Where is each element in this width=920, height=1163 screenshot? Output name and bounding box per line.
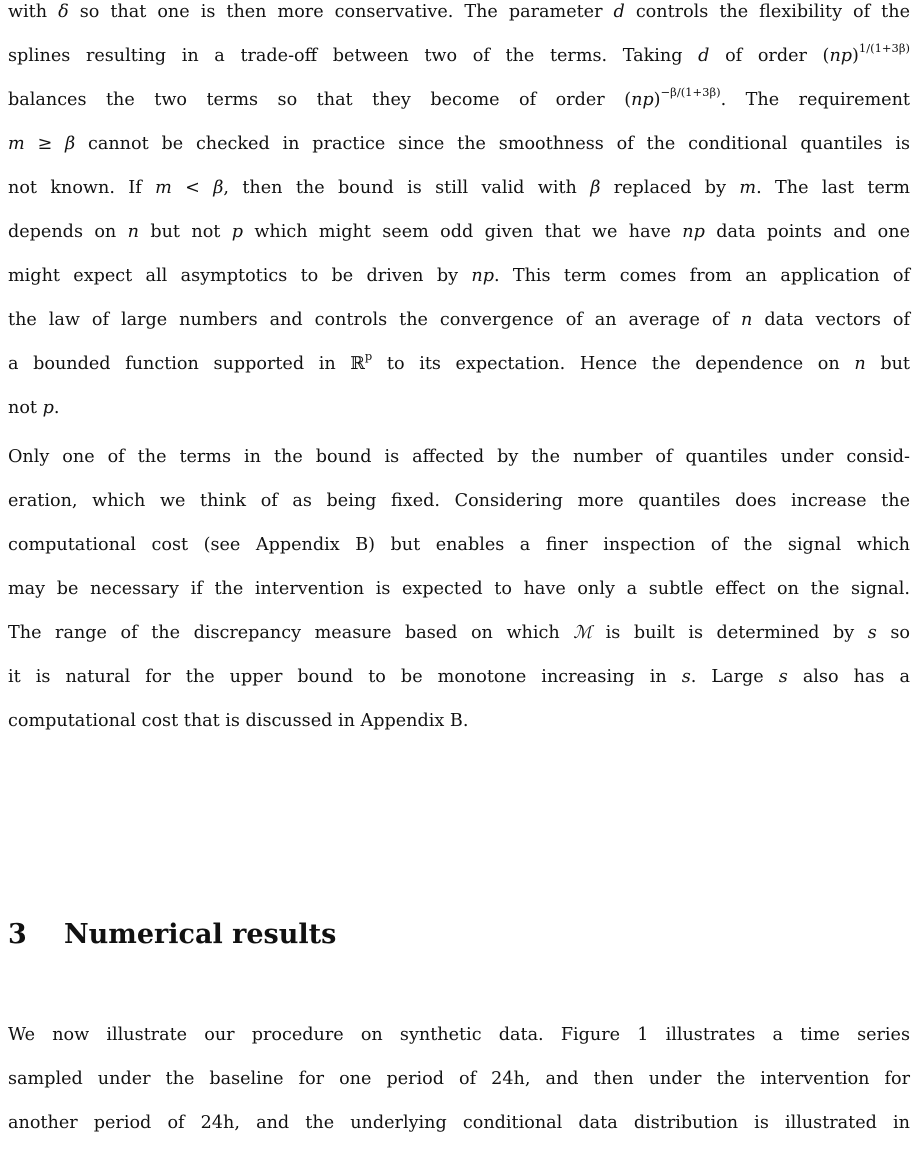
text-run: with	[8, 2, 59, 22]
text-run: )	[852, 46, 859, 66]
text-run: so	[876, 623, 911, 643]
text-run: )	[653, 90, 661, 110]
math-symbol: np	[631, 90, 654, 110]
math-symbol: d	[613, 2, 625, 22]
text-line	[8, 490, 910, 512]
text-run: . The requirement	[720, 90, 910, 110]
text-run: Only one of the terms in the bound is affected by the number of quantiles under consid-	[8, 447, 910, 467]
math-symbol: p	[42, 398, 54, 418]
text-run: it is natural for the upper bound to be monotone increasing in	[8, 667, 682, 687]
math-superscript: −β/(1+3β)	[660, 85, 721, 100]
math-symbol: s	[867, 623, 877, 643]
text-line	[8, 666, 910, 688]
text-run: , then the bound is still valid with	[223, 178, 591, 198]
text-run: We now illustrate our procedure on synthetic data. Figure 1 illustrates a time series	[8, 1025, 910, 1045]
math-symbol: m	[739, 178, 757, 198]
math-symbol: β	[65, 134, 76, 154]
text-run: which might seem odd given that we have	[243, 222, 683, 242]
text-run: computational cost (see Appendix B) but enables a finer inspection of the signal which	[8, 535, 910, 555]
text-run: splines resulting in a trade-off between two of the terms. Taking	[8, 46, 699, 66]
text-run: also has a	[787, 667, 910, 687]
text-run: but	[865, 354, 910, 374]
math-symbol: np	[829, 46, 853, 66]
math-symbol: β	[213, 178, 224, 198]
text-run: another period of 24h, and the underlying conditional data distribution is illustrated in	[8, 1113, 910, 1133]
text-run: computational cost that is discussed in Appendix B.	[8, 711, 469, 731]
text-run: to its expectation. Hence the dependence on	[372, 354, 855, 374]
text-line	[8, 578, 910, 600]
text-line	[8, 446, 910, 468]
text-line	[8, 1024, 910, 1046]
math-symbol: n	[741, 310, 753, 330]
section-number: 3	[8, 919, 27, 950]
text-line	[8, 177, 910, 199]
text-run: The range of the discrepancy measure based on which	[8, 623, 574, 643]
text-run: .	[53, 398, 60, 418]
text-run: ≥	[24, 134, 66, 154]
section-heading	[8, 918, 910, 952]
text-line	[8, 534, 910, 556]
text-line	[8, 221, 910, 243]
section-title: Numerical results	[64, 919, 337, 950]
text-run: . This term comes from an application of	[493, 266, 910, 286]
text-line	[8, 1112, 910, 1134]
math-symbol: p	[231, 222, 243, 242]
text-run: <	[171, 178, 214, 198]
text-run: sampled under the baseline for one period of 24h, and then under the intervention for	[8, 1069, 910, 1089]
text-line	[8, 1, 910, 23]
math-symbol: d	[698, 46, 710, 66]
math-symbol: np	[682, 222, 705, 242]
text-line	[8, 85, 910, 111]
text-run: the law of large numbers and controls the convergence of an average of	[8, 310, 742, 330]
math-symbol: m	[8, 134, 25, 154]
text-run: cannot be checked in practice since the smoothness of the conditional quantiles is	[75, 134, 910, 154]
math-symbol: np	[471, 266, 494, 286]
math-symbol: β	[590, 178, 601, 198]
math-symbol: s	[778, 667, 788, 687]
text-run: depends on	[8, 222, 128, 242]
text-run: not known. If	[8, 178, 156, 198]
text-run: balances the two terms so that they become of order (	[8, 90, 632, 110]
math-symbol: s	[681, 667, 691, 687]
text-run: eration, which we think of as being fixed. Considering more quantiles does increase the	[8, 491, 910, 511]
math-symbol: ℳ	[573, 623, 593, 643]
text-line	[8, 622, 910, 644]
math-superscript: p	[364, 349, 373, 364]
math-symbol: δ	[58, 2, 69, 22]
text-run: . The last term	[756, 178, 910, 198]
text-run: data vectors of	[752, 310, 910, 330]
text-run: may be necessary if the intervention is expected to have only a subtle effect on the signal.	[8, 579, 910, 599]
text-line	[8, 1068, 910, 1090]
text-run: is built is determined by	[592, 623, 868, 643]
text-run: controls the flexibility of the	[624, 2, 910, 22]
text-run: not	[8, 398, 43, 418]
text-line	[8, 41, 910, 67]
text-run: so that one is then more conservative. The parameter	[68, 2, 614, 22]
text-line	[8, 710, 910, 732]
text-line	[8, 397, 910, 419]
text-run: of order (	[709, 46, 830, 66]
text-run: might expect all asymptotics to be driven by	[8, 266, 472, 286]
math-symbol: m	[155, 178, 172, 198]
text-run: replaced by	[600, 178, 740, 198]
text-run: . Large	[690, 667, 779, 687]
text-line	[8, 265, 910, 287]
text-run: but not	[138, 222, 232, 242]
math-symbol: n	[854, 354, 866, 374]
text-line	[8, 349, 910, 375]
text-run: a bounded function supported in ℝ	[8, 354, 365, 374]
text-run: data points and one	[704, 222, 910, 242]
math-superscript: 1/(1+3β)	[858, 41, 910, 56]
text-line	[8, 133, 910, 155]
math-symbol: n	[127, 222, 139, 242]
text-line	[8, 309, 910, 331]
